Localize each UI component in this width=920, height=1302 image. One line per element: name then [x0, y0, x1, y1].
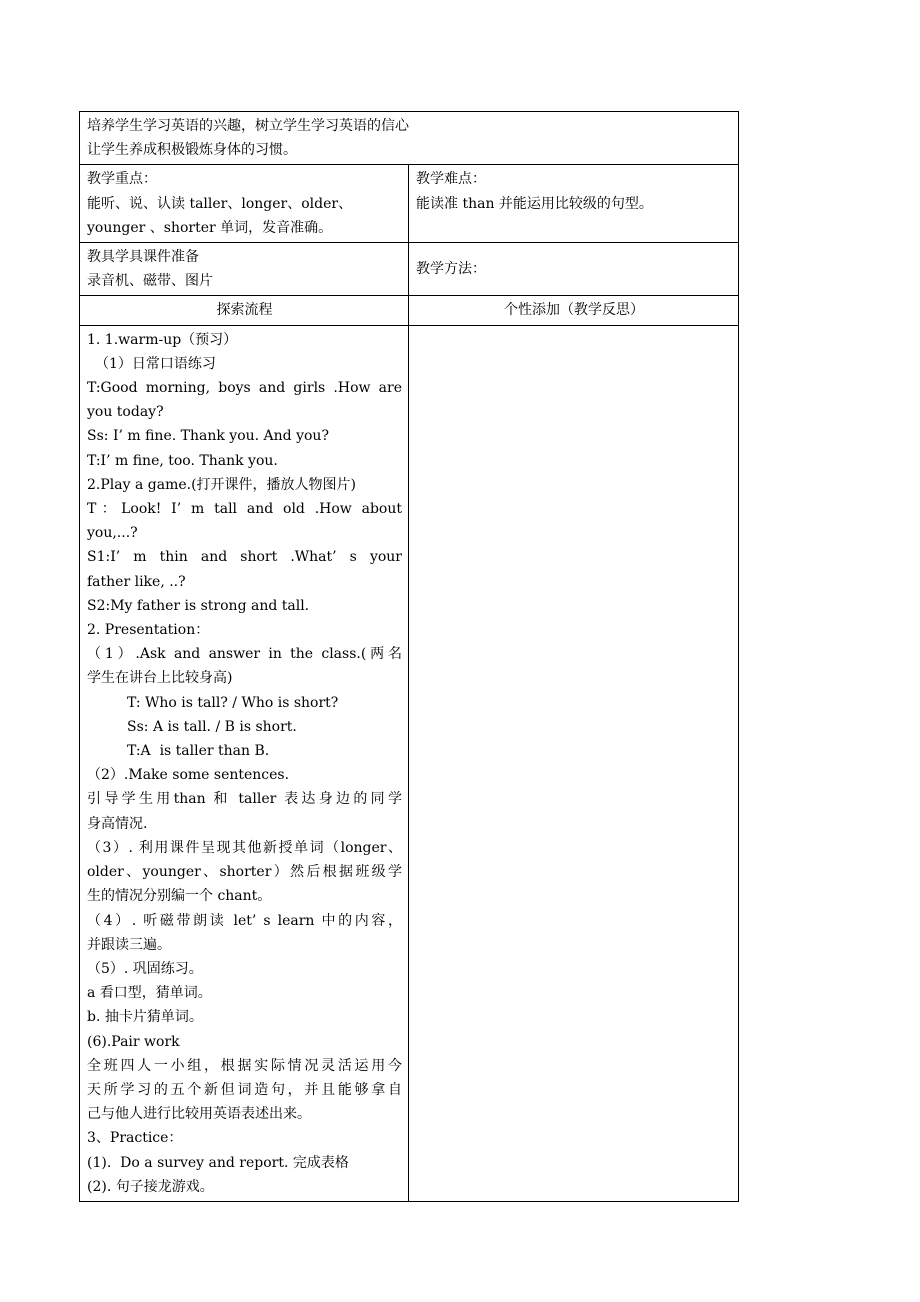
process-line: （2）.Make some sentences. [87, 767, 290, 784]
process-line: 引导学生用than 和 taller 表达身边的同学 [87, 791, 402, 808]
reflection-header: 个性添加（教学反思） [409, 296, 739, 325]
process-line: father like, ..? [87, 573, 186, 590]
key-points-row [80, 165, 739, 243]
process-cell [80, 325, 409, 1201]
process-line: 1. 1.warm-up（预习） [87, 331, 238, 348]
goals-line-1: 培养学生学习英语的兴趣，树立学生学习英语的信心 [87, 118, 409, 134]
process-line: 身高情况. [87, 815, 148, 832]
process-line: S2:My father is strong and tall. [87, 597, 310, 614]
process-line: (2). 句子接龙游戏。 [87, 1178, 214, 1195]
process-header: 探索流程 [80, 296, 409, 325]
process-line: Ss: A is tall. / B is short. [127, 718, 297, 735]
process-line: S1:I’ m thin and short .What’ s your [87, 549, 402, 566]
process-line: you,...? [87, 525, 138, 542]
process-line: Ss: I’ m fine. Thank you. And you? [87, 428, 329, 445]
process-line: 学生在讲台上比较身高) [87, 670, 233, 687]
key-points-line-2: younger 、shorter 单词，发音准确。 [87, 219, 333, 236]
process-row [80, 325, 739, 1201]
process-line: （4）. 听磁带朗读 let’ s learn 中的内容， [87, 912, 402, 929]
process-line: b. 抽卡片猜单词。 [87, 1009, 203, 1026]
process-line: older、younger、shorter）然后根据班级学 [87, 864, 402, 881]
process-line: a 看口型，猜单词。 [87, 985, 212, 1002]
process-line: 并跟读三遍。 [87, 936, 171, 953]
goals-line-2: 让学生养成积极锻炼身体的习惯。 [87, 142, 297, 159]
process-line: （3）. 利用课件呈现其他新授单词（longer、 [87, 839, 402, 856]
process-line: 3、Practice： [87, 1130, 183, 1147]
method-title: 教学方法： [416, 261, 486, 278]
process-line: T:Good morning, boys and girls .How are [87, 380, 402, 397]
process-line: 全班四人一小组，根据实际情况灵活运用今 [87, 1057, 402, 1074]
process-line: (6).Pair work [87, 1033, 180, 1050]
process-line: T:A is taller than B. [127, 743, 270, 760]
materials-title: 教具学具课件准备 [87, 249, 199, 266]
process-line: T: Who is tall? / Who is short? [127, 694, 339, 711]
materials-cell [80, 243, 409, 296]
method-cell [409, 243, 739, 296]
process-line: T：Look! I’ m tall and old .How about [87, 501, 402, 518]
process-line: T:I’ m fine, too. Thank you. [87, 452, 278, 469]
reflection-cell [409, 325, 739, 1201]
process-line: 2. Presentation： [87, 622, 210, 639]
key-points-cell [80, 165, 409, 243]
process-line: 2.Play a game.(打开课件，播放人物图片) [87, 476, 357, 493]
lesson-plan-table [79, 111, 739, 1202]
process-line: you today? [87, 404, 164, 421]
materials-row [80, 243, 739, 296]
materials-line-1: 录音机、磁带、图片 [87, 273, 213, 290]
difficulties-line-1: 能读准 than 并能运用比较级的句型。 [416, 195, 653, 212]
process-line: 天所学习的五个新但词造句，并且能够拿自 [87, 1081, 402, 1098]
goals-row [80, 112, 739, 165]
difficulties-title: 教学难点： [416, 171, 486, 188]
difficulties-cell [409, 165, 739, 243]
key-points-line-1: 能听、说、认读 taller、longer、older、 [87, 195, 353, 212]
process-line: 己与他人进行比较用英语表述出来。 [87, 1106, 311, 1123]
process-line: （1）日常口语练习 [95, 355, 216, 372]
goals-cell [80, 112, 739, 165]
process-line: (1). Do a survey and report. 完成表格 [87, 1154, 349, 1171]
process-line: 生的情况分别编一个 chant。 [87, 888, 272, 905]
process-line: （5）. 巩固练习。 [87, 960, 203, 977]
header-row [80, 296, 739, 325]
process-line: （1）.Ask and answer in the class.(两名 [87, 646, 402, 663]
key-points-title: 教学重点： [87, 171, 157, 188]
